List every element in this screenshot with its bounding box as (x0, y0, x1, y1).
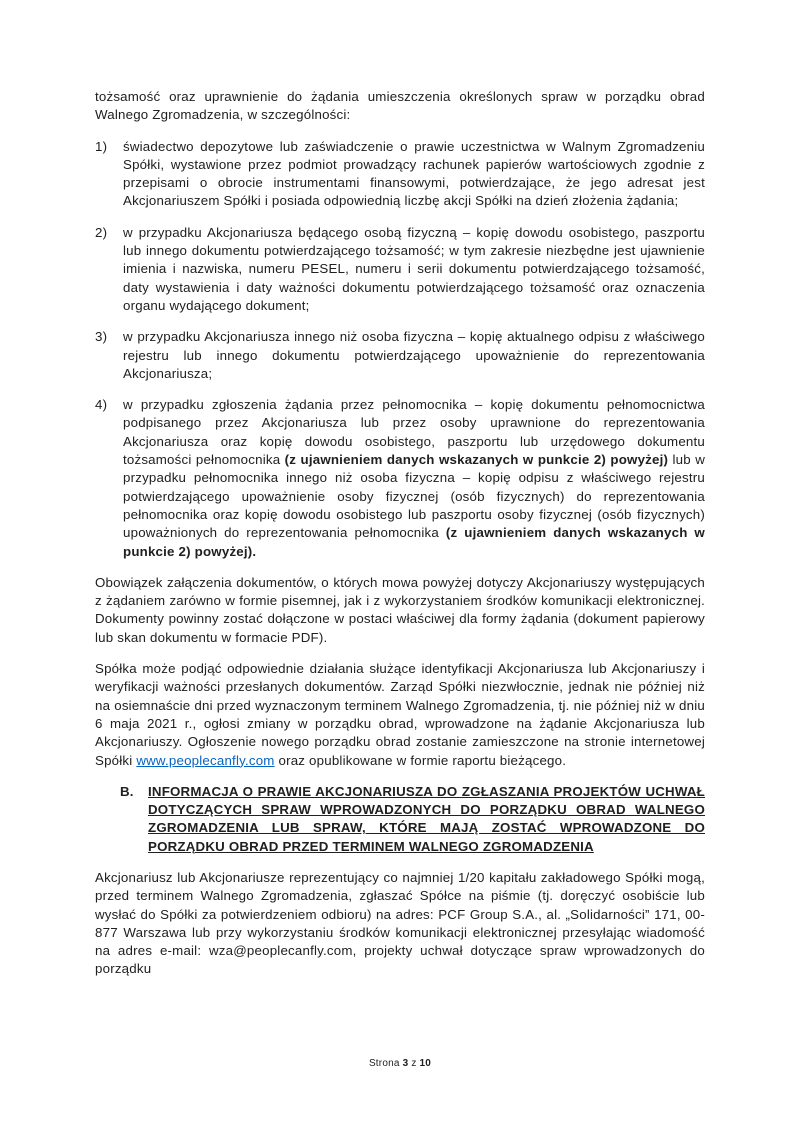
list-item-text: w przypadku Akcjonariusza będącego osobą fizyczną – kopię dowodu osobistego, paszportu lub innego dokumentu potwierdzającego tożsamość; w tym zakresie niezbędne jest ujawnienie imienia i nazwiska, numeru PESEL, numeru i serii dokumentu potwierdzającego tożsamość, daty wystawienia i daty ważności dokumentu potwierdzającego tożsamość oraz oznaczenia organu wydającego dokument; (123, 224, 705, 313)
paragraph-obligation: Obowiązek załączenia dokumentów, o których mowa powyżej dotyczy Akcjonariuszy występujących z żądaniem zarówno w formie pisemnej, jak i z wykorzystaniem środków komunikacji elektronicznej. Dokumenty powinny zostać dołączone w postaci właściwej dla formy żądania (dokument papierowy lub skan dokumentu w formacie PDF). (95, 574, 705, 645)
paragraph-intro: tożsamość oraz uprawnienie do żądania umieszczenia określonych spraw w porządku obrad Walnego Zgromadzenia, w szczególności: (95, 89, 705, 123)
paragraph-company-actions (95, 660, 705, 770)
footer-separator: z (408, 1058, 420, 1069)
list-item-3 (95, 328, 705, 383)
list-item-text: świadectwo depozytowe lub zaświadczenie o prawie uczestnictwa w Walnym Zgromadzeniu Spółki, wystawione przez podmiot prowadzący rachunek papierów wartościowych zgodnie z przepisami o obrocie instrumentami finansowymi, potwierdzające, że jego adresat jest Akcjonariuszem Spółki i posiada odpowiednią liczbę akcji Spółki na dzień złożenia żądania; (123, 138, 705, 209)
text-segment-bold: (z ujawnieniem danych wskazanych w punkcie 2) powyżej). (123, 525, 705, 559)
list-item-number: 3) (95, 329, 108, 345)
paragraph-shareholders: Akcjonariusz lub Akcjonariusze reprezentujący co najmniej 1/20 kapitału zakładowego Spółki mogą, przed terminem Walnego Zgromadzenia, zgłaszać Spółce na piśmie (tj. doręczyć osobiście lub wysłać do Spółki za potwierdzeniem odbioru) na adres: PCF Group S.A., al. „Solidarności” 171, 00-877 Warszawa lub przy wykorzystaniu środków komunikacji elektronicznej przesyłając wiadomość na adres e-mail: wza@peoplecanfly.com, projekty uchwał dotyczące spraw wprowadzonych do porządku (95, 869, 705, 977)
company-website-link[interactable]: www.peoplecanfly.com (136, 752, 275, 768)
footer-total-pages: 10 (419, 1058, 432, 1069)
text-segment: w przypadku zgłoszenia żądania przez pełnomocnika – kopię dokumentu pełnomocnictwa podpisanego przez Akcjonariusza lub przez osoby uprawnione do reprezentowania Akcjonariusza oraz kopię dowodu osobistego, paszportu lub urzędowego dokumentu tożsamości pełnomocnika (123, 397, 705, 468)
list-item-number: 4) (95, 397, 108, 413)
list-item-4 (95, 396, 705, 561)
footer-page-number: 3 (402, 1058, 409, 1069)
list-item-text (123, 396, 705, 561)
section-heading-label: B. (120, 783, 134, 799)
section-heading-title: INFORMACJA O PRAWIE AKCJONARIUSZA DO ZGŁASZANIA PROJEKTÓW UCHWAŁ DOTYCZĄCYCH SPRAW WPROWADZONYCH DO PORZĄDKU OBRAD WALNEGO ZGROMADZENIA LUB SPRAW, KTÓRE MAJĄ ZOSTAĆ WPROWADZONE DO PORZĄDKU OBRAD PRZED TERMINEM WALNEGO ZGROMADZENIA (148, 783, 705, 854)
text-before-link: Spółka może podjąć odpowiednie działania służące identyfikacji Akcjonariusza lub Akcjonariuszy i weryfikacji ważności przesłanych dokumentów. Zarząd Spółki niezwłocznie, jednak nie później niż na osiemnaście dni przed wyznaczonym terminem Walnego Zgromadzenia, tj. nie później niż w dniu 6 maja 2021 r., ogłosi zmiany w porządku obrad, wprowadzone na żądanie Akcjonariusza lub Akcjonariuszy. Ogłoszenie nowego porządku obrad zostanie zamieszczone na stronie internetowej Spółki (95, 661, 705, 768)
text-after-link: oraz opublikowane w formie raportu bieżącego. (274, 752, 567, 768)
list-item-text: w przypadku Akcjonariusza innego niż osoba fizyczna – kopię aktualnego odpisu z właściwego rejestru lub innego dokumentu potwierdzającego upoważnienie do reprezentowania Akcjonariusza; (123, 329, 705, 381)
section-heading-b (120, 783, 705, 856)
page-footer (0, 1058, 800, 1069)
list-item-number: 2) (95, 224, 108, 240)
text-segment-bold: (z ujawnieniem danych wskazanych w punkcie 2) powyżej) (284, 452, 669, 468)
list-item-2 (95, 224, 705, 315)
list-item-number: 1) (95, 138, 108, 154)
list-item-1 (95, 138, 705, 211)
footer-prefix: Strona (368, 1058, 403, 1069)
numbered-list (95, 138, 705, 561)
text-segment: lub w przypadku pełnomocnika innego niż osoba fizyczna – kopię odpisu z właściwego rejestru potwierdzającego upoważnienie osoby fizycznej (osób fizycznych) do reprezentowania pełnomocnika oraz kopię dowodu osobistego lub paszportu osoby fizycznej (osób fizycznych) upoważnionych do reprezentowania pełnomocnika (123, 452, 705, 541)
